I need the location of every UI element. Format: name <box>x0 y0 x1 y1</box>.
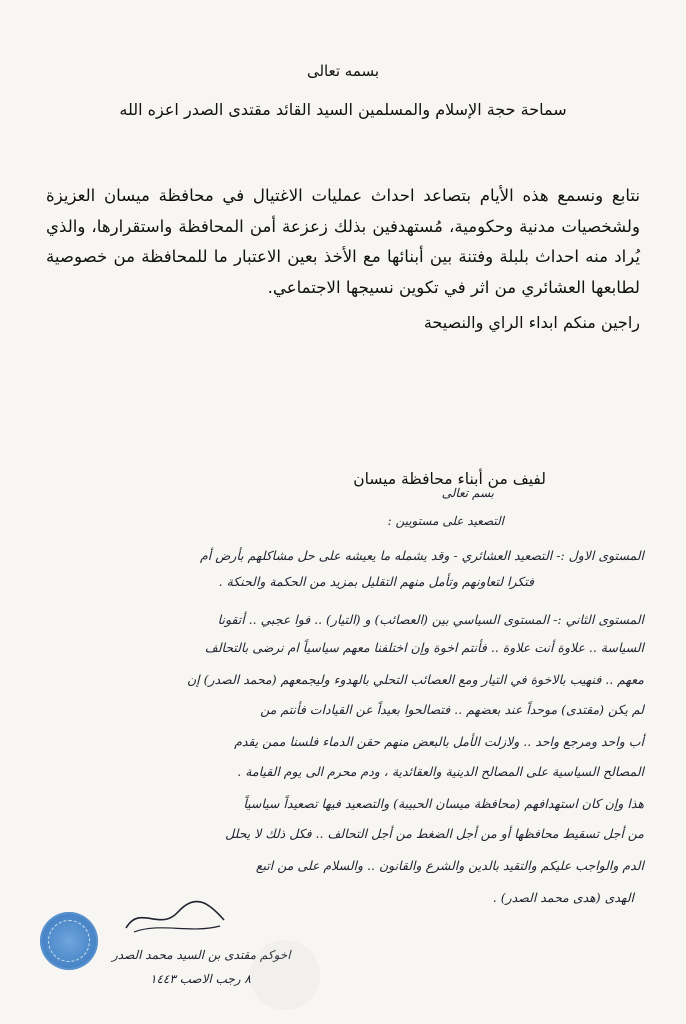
basmala: بسمه تعالى <box>306 62 380 80</box>
reply-line: المستوى الاول :- التصعيد العشائري - وقد يشمله ما يعيشه على حل مشاكلهم بأرض أم <box>200 548 644 563</box>
reply-subtitle: التصعيد على مستويين : <box>387 514 504 528</box>
faint-watermark <box>250 940 320 1010</box>
reply-line: الهدى (هدى محمد الصدر) . <box>492 890 634 905</box>
reply-line: المصالح السياسية على المصالح الدينية والعقائدية ، ودم محرم الى يوم القيامة . <box>237 764 644 779</box>
reply-line: السياسة .. علاوة أنت علاوة .. فأنتم اخوة وإن اختلفنا معهم سياسياً ام نرضى بالتحالف <box>204 640 644 655</box>
reply-line: فتكرا لتعاونهم وتأمل منهم التقليل بمزيد من الحكمة والحنكة . <box>218 574 534 589</box>
signature-name: اخوكم مقتدى بن السيد محمد الصدر <box>112 948 291 962</box>
reply-line: أب واحد ومرجع واحد .. ولازلت الأمل بالبعض منهم حقن الدماء فلسنا ممن يقدم <box>234 734 644 749</box>
reply-line: هذا وإن كان استهدافهم (محافظة ميسان الحبيبة) والتصعيد فيها تصعيداً سياسياً <box>243 796 644 811</box>
reply-line: لم يكن (مقتدى) موحداً عند بعضهم .. فتصالحوا بعيداً عن القيادات فأنتم من <box>260 702 644 717</box>
reply-line: المستوى الثاني :- المستوى السياسي بين (العصائب) و (التيار) .. فوا عجبي .. أتقونا <box>217 612 644 627</box>
addressee: سماحة حجة الإسلام والمسلمين السيد القائد مقتدى الصدر اعزه الله <box>119 100 567 119</box>
letter-body: نتابع ونسمع هذه الأيام بتصاعد احداث عمليات الاغتيال في محافظة ميسان العزيزة ولشخصيات مدنية وحكومية، مُستهدفين بذلك زعزعة أمن المحافظة واستقرارها، والذي يُراد منه احداث بلبلة وفتنة بين أبنائها مع الأخذ بعين الاعتبار ما للمحافظة من خصوصية لطابعها العشائري من اثر في تكوين نسيجها الاجتماعي. <box>46 186 640 297</box>
reply-line: من أجل تسقيط محافظها أو من أجل الضغط من أجل التحالف .. فكل ذلك لا يحلل <box>225 826 644 841</box>
signature-date: ٨ رجب الاصب ١٤٤٣ <box>150 972 251 986</box>
typed-letter <box>46 62 640 337</box>
reply-line: معهم .. فنهيب بالاخوة في التيار ومع العصائب التحلي بالهدوء وليجمعهم (محمد الصدر) إن <box>187 672 644 687</box>
letter-closing: راجين منكم ابداء الراي والنصيحة <box>423 313 640 332</box>
signature-scribble <box>120 898 230 938</box>
seal-stamp-icon <box>40 912 98 970</box>
reply-basmala: بسم تعالى <box>441 486 494 500</box>
reply-line: الدم والواجب عليكم والتقيد بالدين والشرع والقانون .. والسلام على من اتبع <box>255 858 644 873</box>
letter-signatory: لفيف من أبناء محافظة ميسان <box>353 470 546 488</box>
